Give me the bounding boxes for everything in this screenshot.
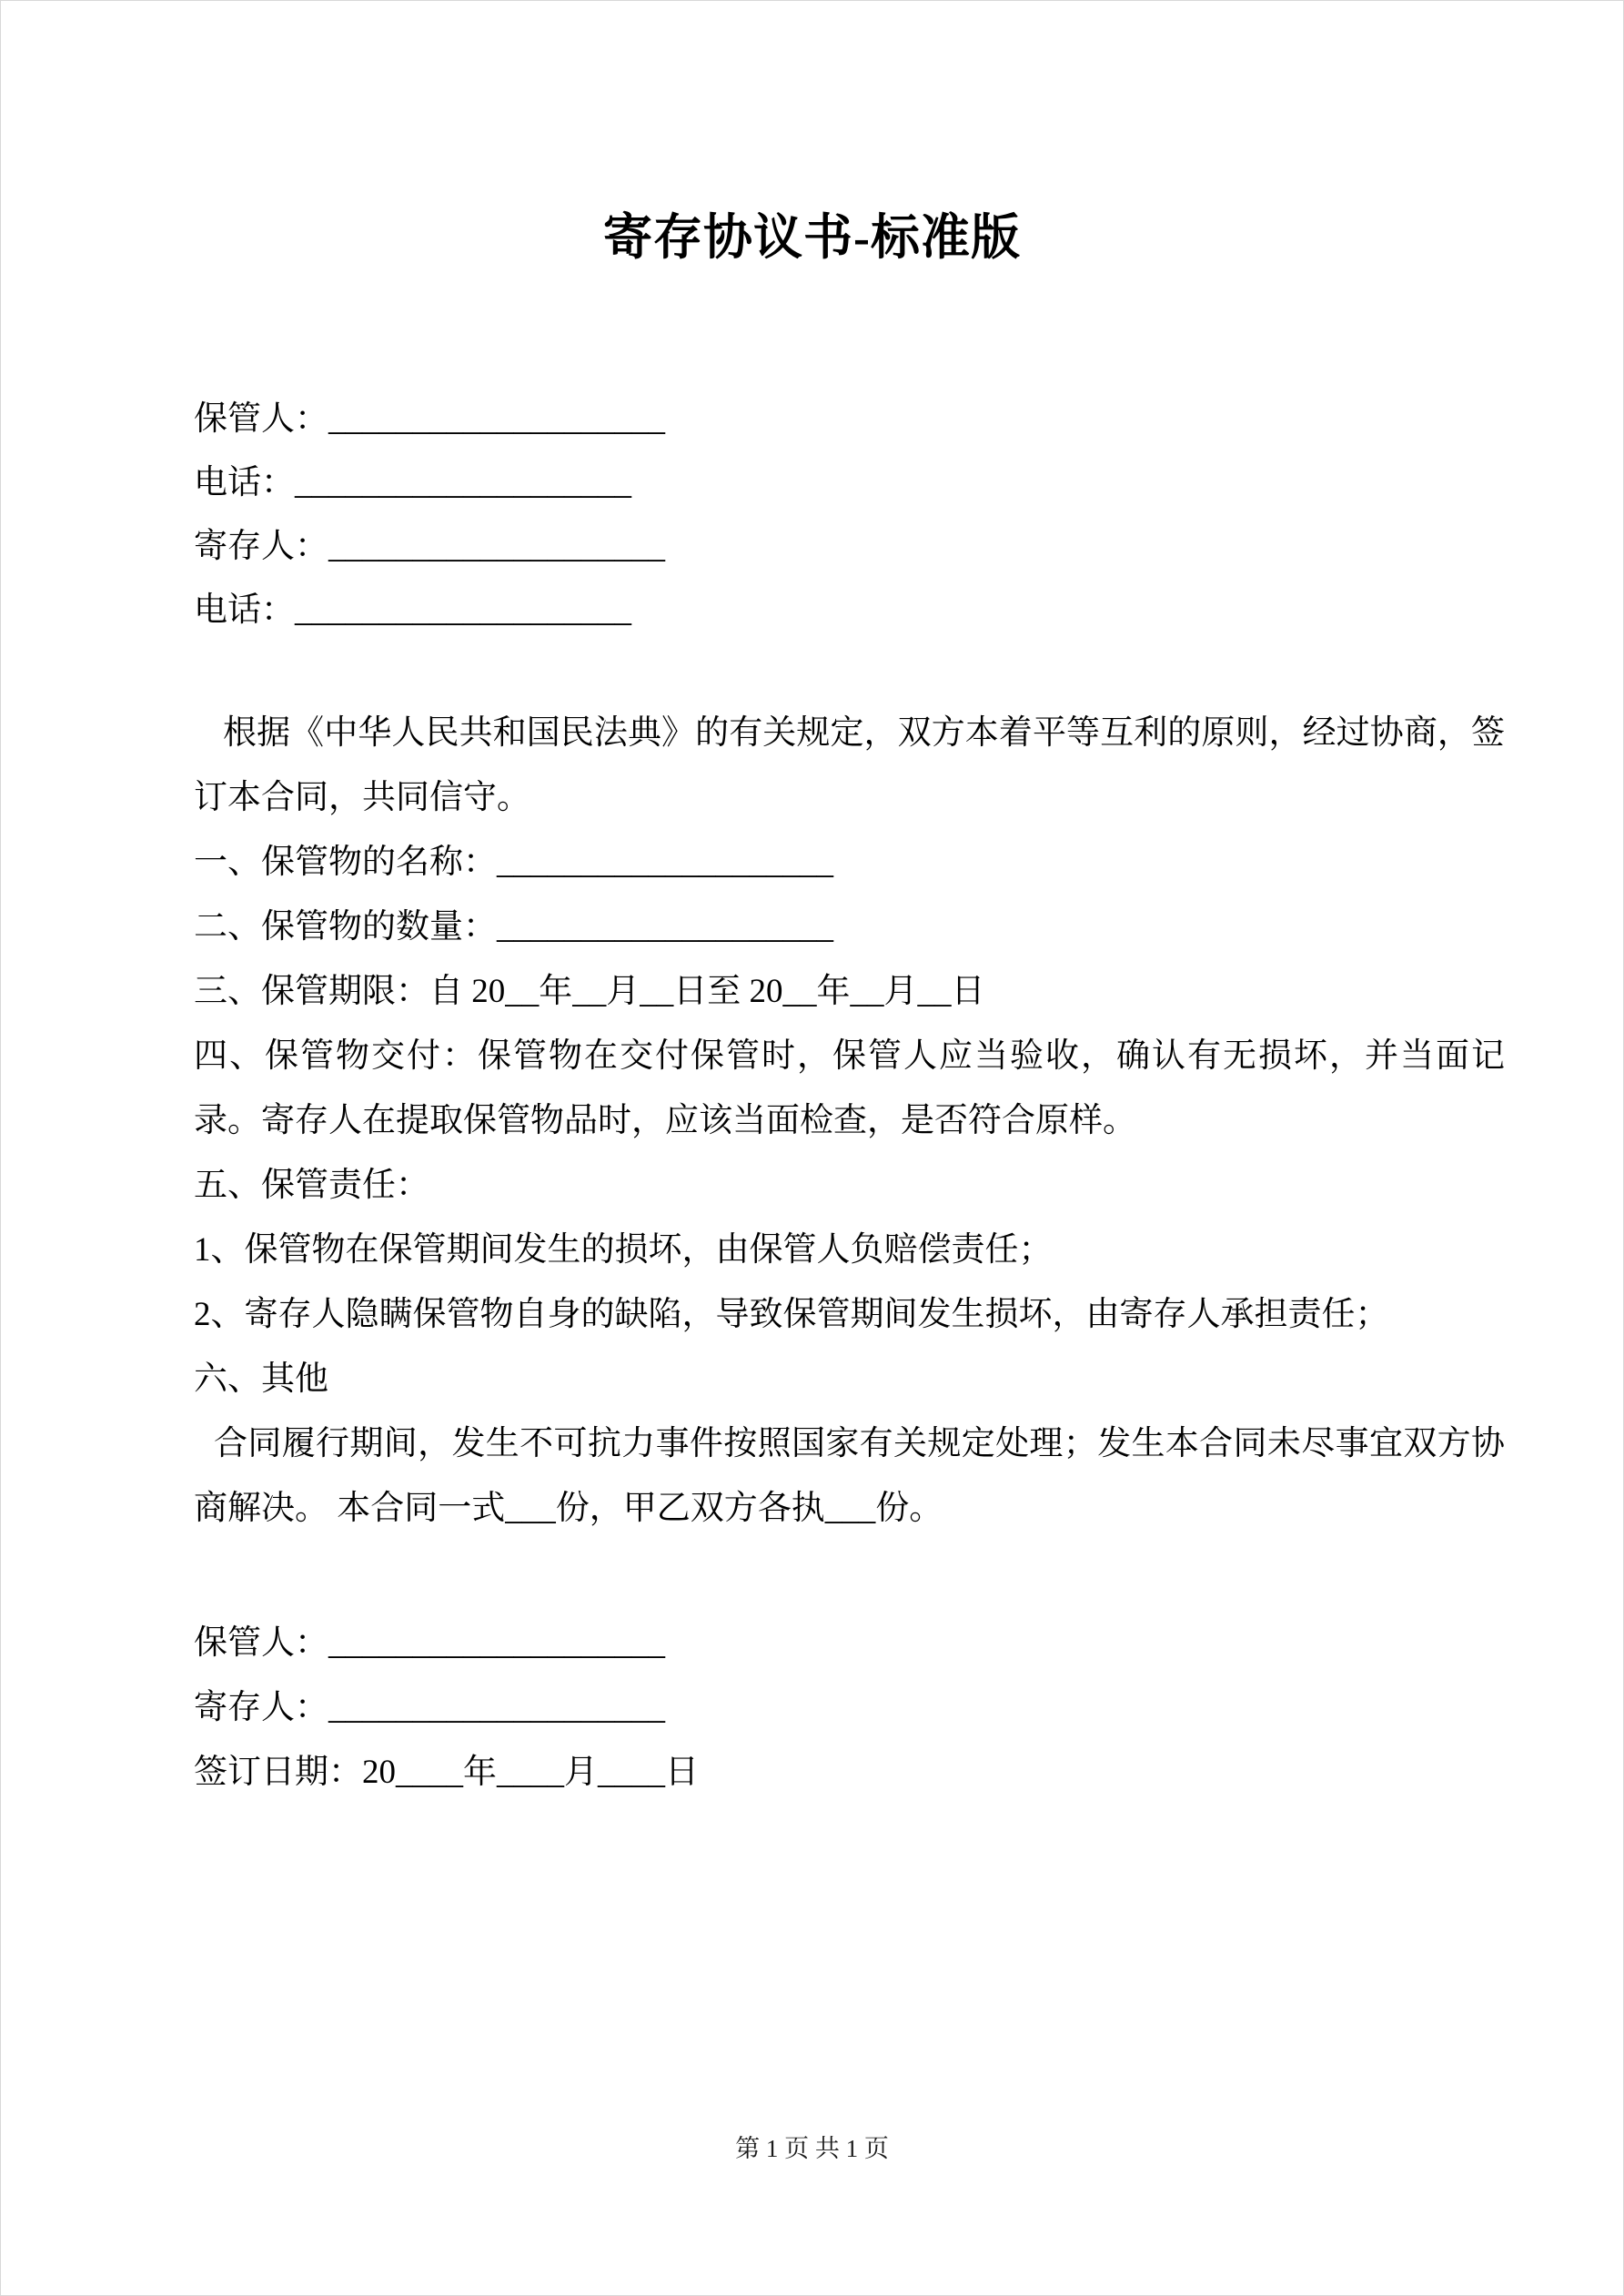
clause-3-term: 三、保管期限：自 20__年__月__日至 20__年__月__日 <box>194 973 985 1010</box>
top-fields-block <box>194 388 1505 642</box>
signature-custodian-blank: ____________________ <box>328 1624 665 1662</box>
field-custodian-phone <box>194 451 1505 515</box>
field-depositor-label: 寄存人： <box>194 528 328 565</box>
signature-depositor-blank: ____________________ <box>328 1689 665 1726</box>
clause-4-delivery: 四、保管物交付：保管物在交付保管时，保管人应当验收，确认有无损坏，并当面记录。寄存人在提取保管物品时，应该当面检查，是否符合原样。 <box>194 1037 1505 1139</box>
clause-1-blank: ____________________ <box>497 844 833 881</box>
field-custodian-blank: ____________________ <box>328 400 665 438</box>
document-body <box>194 701 1505 1541</box>
field-depositor-phone-blank: ____________________ <box>295 592 631 629</box>
page-footer: 第 1 页 共 1 页 <box>735 2135 889 2162</box>
field-custodian-phone-blank: ____________________ <box>295 464 631 501</box>
signature-date-label: 签订日期： <box>194 1754 362 1791</box>
signature-date-blank: 20____年____月____日 <box>362 1754 699 1791</box>
field-depositor-phone <box>194 579 1505 642</box>
field-custodian-label: 保管人： <box>194 400 328 438</box>
clause-6-other-text: 合同履行期间，发生不可抗力事件按照国家有关规定处理；发生本合同未尽事宜双方协商解决。 本合同一式___份，甲乙双方各执___份。 <box>194 1425 1505 1527</box>
clause-5-liability-heading: 五、保管责任： <box>194 1167 429 1204</box>
field-custodian-phone-label: 电话： <box>194 464 295 501</box>
signature-depositor <box>194 1675 1505 1740</box>
field-depositor-blank: ____________________ <box>328 528 665 565</box>
field-depositor-phone-label: 电话： <box>194 592 295 629</box>
clause-2-quantity <box>194 895 1505 959</box>
clause-6-other-heading: 六、其他 <box>194 1360 328 1398</box>
clause-1-label: 一、保管物的名称： <box>194 844 497 881</box>
signature-custodian-label: 保管人： <box>194 1624 328 1662</box>
document-title: 寄存协议书-标准版 <box>603 210 1021 265</box>
clause-2-label: 二、保管物的数量： <box>194 908 497 946</box>
clause-5-item-2: 2、寄存人隐瞒保管物自身的缺陷，导致保管期间发生损坏，由寄存人承担责任； <box>194 1296 1389 1333</box>
intro-paragraph: 根据《中华人民共和国民法典》的有关规定，双方本着平等互利的原则，经过协商，签订本合同，共同信守。 <box>194 714 1505 816</box>
field-custodian <box>194 388 1505 451</box>
field-depositor <box>194 515 1505 579</box>
clause-2-blank: ____________________ <box>497 908 833 946</box>
signature-depositor-label: 寄存人： <box>194 1689 328 1726</box>
clause-1-name <box>194 830 1505 895</box>
signature-custodian <box>194 1611 1505 1675</box>
signature-block <box>194 1611 1505 1805</box>
clause-5-item-1: 1、保管物在保管期间发生的损坏，由保管人负赔偿责任； <box>194 1231 1053 1269</box>
signature-date <box>194 1740 1505 1805</box>
